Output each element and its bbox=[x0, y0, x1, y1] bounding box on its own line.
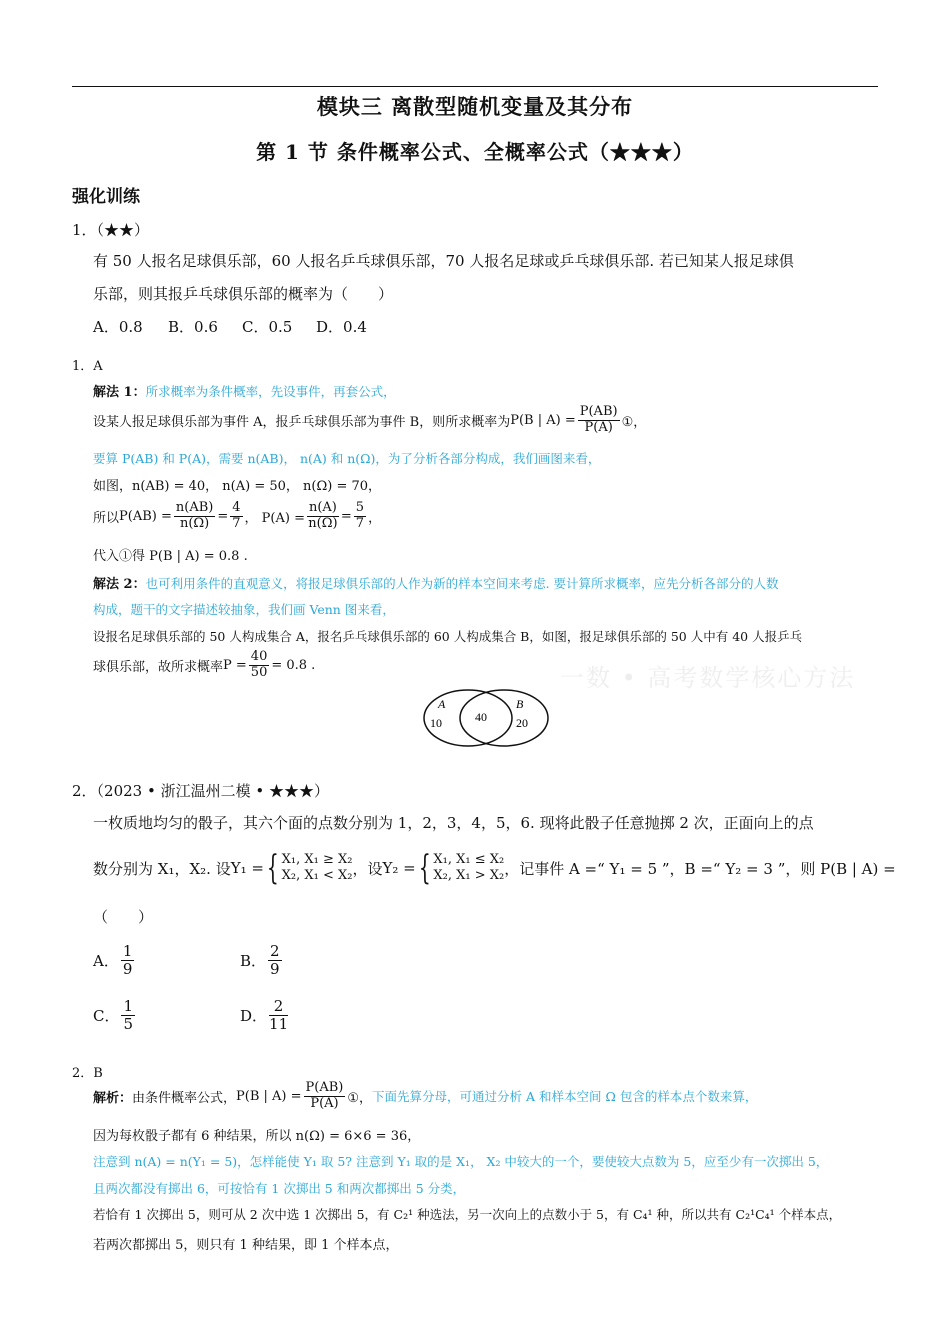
venn-diagram bbox=[420, 688, 555, 750]
a1-pab-num: n(AB) bbox=[175, 500, 214, 516]
q2-option-b-label: B． bbox=[240, 951, 267, 970]
q2-y2-cases bbox=[433, 852, 504, 883]
a1-m2-fraction bbox=[249, 650, 270, 680]
a2-line1-prefix: 由条件概率公式， bbox=[132, 1090, 237, 1106]
q2-sep: ，设 bbox=[352, 859, 383, 878]
a1-method2-row bbox=[93, 573, 779, 592]
section-title: 第 1 节 条件概率公式、全概率公式（★★★） bbox=[256, 140, 694, 164]
q2-option-b-frac bbox=[268, 943, 282, 977]
a1-method2-line1: 设报名足球俱乐部的 50 人构成集合 A，报名乒乓球俱乐部的 60 人构成集合 B，如图，报足球俱乐部的 50 人中有 40 人报乒乓 bbox=[93, 629, 803, 644]
a1-pab-lhs: P(AB) = bbox=[119, 508, 172, 524]
q2-y2-brace: { bbox=[418, 848, 431, 888]
q1-option-a: A．0.8 bbox=[93, 318, 143, 336]
q2-option-b-num: 2 bbox=[270, 942, 280, 960]
q2-option-c bbox=[93, 995, 137, 1035]
q2-blank: （ ） bbox=[93, 908, 154, 926]
q2-option-d-frac bbox=[269, 998, 288, 1032]
q2-option-d bbox=[240, 995, 290, 1035]
a2-note1: 下面先算分母，可通过分析 A 和样本空间 Ω 包含的样本点个数来算， bbox=[372, 1089, 758, 1104]
a1-method2-note1: 也可利用条件的直观意义，将报足球俱乐部的人作为新的样本空间来考虑. 要计算所求概率，应先分析各部分的人数 bbox=[145, 576, 779, 591]
q2-y2-lhs: Y₂ = bbox=[382, 859, 416, 877]
q1-option-d: D．0.4 bbox=[316, 318, 367, 336]
a1-m2-den: 50 bbox=[250, 664, 268, 680]
q2-option-d-den: 11 bbox=[269, 1014, 289, 1033]
a1-pa-fraction bbox=[307, 501, 339, 531]
q2-option-a-label: A． bbox=[93, 951, 119, 970]
q2-option-b bbox=[240, 940, 284, 980]
a1-m2-p-lhs: P = bbox=[223, 657, 247, 673]
a1-pa-vnum: 5 bbox=[355, 500, 365, 516]
a1-counts: 如图，n(AB) = 40， n(A) = 50， n(Ω) = 70， bbox=[93, 479, 382, 494]
q2-y1-case1: X₁, X₁ ≥ X₂ bbox=[281, 852, 353, 868]
venn-set-b bbox=[460, 690, 548, 746]
a2-formula-circled: ①， bbox=[347, 1090, 373, 1106]
a2-answer: 2．B bbox=[72, 1066, 103, 1081]
a1-pab-den: n(Ω) bbox=[179, 515, 210, 531]
q2-line2-prefix: 数分别为 X₁，X₂. 设 bbox=[93, 859, 231, 878]
q2-option-c-num: 1 bbox=[123, 997, 134, 1015]
q2-y1-cases bbox=[282, 852, 353, 883]
a1-pab-eq: = bbox=[217, 508, 229, 524]
a1-method2-note2: 构成，题干的文字描述较抽象，我们画 Venn 图来看， bbox=[93, 602, 395, 617]
a1-pa-eq: = bbox=[340, 508, 352, 524]
a2-line3: 若恰有 1 次掷出 5，则可从 2 次中选 1 次掷出 5，有 C₂¹ 种选法，另一次向上的点数小于 5，有 C₄¹ 种，所以共有 C₂¹C₄¹ 个样本点， bbox=[93, 1207, 842, 1222]
a2-note2-line1: 注意到 n(A) = n(Y₁ = 5)，怎样能使 Y₁ 取 5? 注意到 Y₁ 取的是 X₁， X₂ 中较大的一个，要使较大点数为 5，应至少有一次掷出 5， bbox=[93, 1154, 829, 1169]
a1-so-prefix: 所以 bbox=[93, 510, 120, 526]
a2-formula-num: P(AB) bbox=[305, 1080, 344, 1096]
a1-m1-text: 设某人报足球俱乐部为事件 A，报乒乓球俱乐部为事件 B，则所求概率为 bbox=[93, 414, 511, 430]
a1-pa-end: ， bbox=[368, 510, 382, 526]
a1-pab-vden: 7 bbox=[232, 515, 241, 531]
a2-note2-line2: 且两次都没有掷出 6，可按恰有 1 次掷出 5 和两次都掷出 5 分类， bbox=[93, 1181, 466, 1196]
venn-only-b: 20 bbox=[516, 716, 528, 730]
a1-method1-note2: 要算 P(AB) 和 P(A)，需要 n(AB)， n(A) 和 n(Ω)，为了分析各部分构成，我们画图来看， bbox=[93, 451, 601, 466]
a2-line4: 若两次都掷出 5，则只有 1 种结果，即 1 个样本点， bbox=[93, 1238, 399, 1253]
a1-m1-fraction bbox=[578, 405, 620, 435]
a1-pa-value bbox=[354, 501, 366, 531]
module-title: 模块三 离散型随机变量及其分布 bbox=[316, 94, 634, 119]
venn-both: 40 bbox=[475, 710, 487, 724]
a1-m2-prefix: 球俱乐部，故所求概率 bbox=[93, 659, 224, 675]
q2-option-a-frac bbox=[121, 943, 135, 977]
q2-option-c-label: C． bbox=[93, 1006, 120, 1025]
q2-line2-suffix: ，记事件 A =“ Y₁ = 5 ”，B =“ Y₂ = 3 ”，则 P(B | A) = bbox=[504, 859, 896, 878]
a1-method2-line2 bbox=[93, 645, 315, 685]
a2-formula-frac bbox=[304, 1081, 346, 1111]
a1-method1-label: 解法 1： bbox=[93, 385, 146, 400]
a1-m1-den: P(A) bbox=[584, 419, 613, 435]
a1-m1-num: P(AB) bbox=[579, 404, 618, 420]
q1-option-c: C．0.5 bbox=[242, 318, 293, 336]
a1-pab-value bbox=[230, 501, 242, 531]
venn-only-a: 10 bbox=[430, 716, 442, 730]
q2-y2-case2: X₂, X₁ > X₂ bbox=[433, 868, 505, 883]
q2-y1-brace: { bbox=[266, 848, 279, 888]
watermark: 一数 • 高考数学核心方法 bbox=[560, 664, 856, 692]
q2-option-b-den: 9 bbox=[270, 959, 280, 978]
venn-label-b: B bbox=[516, 697, 524, 711]
a2-formula-lhs: P(B | A) = bbox=[236, 1088, 302, 1104]
q1-option-b: B．0.6 bbox=[168, 318, 218, 336]
a1-pa-den: n(Ω) bbox=[308, 515, 338, 531]
q2-option-d-num: 2 bbox=[269, 998, 288, 1016]
q2-number: 2．（2023 • 浙江温州二模 • ★★★） bbox=[72, 782, 329, 800]
a2-line1 bbox=[93, 1076, 757, 1116]
a1-pa-lhs: ， P(A) = bbox=[244, 510, 305, 526]
q1-number: 1．（★★） bbox=[72, 221, 150, 239]
a1-pa-vden: 7 bbox=[355, 515, 365, 531]
venn-label-a: A bbox=[438, 697, 446, 711]
a1-m1-formula-lhs: P(B | A) = bbox=[510, 412, 576, 428]
top-rule bbox=[72, 86, 878, 87]
a1-method1-row bbox=[93, 381, 396, 400]
a1-m2-num: 40 bbox=[250, 649, 268, 665]
q2-line1: 一枚质地均匀的骰子，其六个面的点数分别为 1，2，3，4，5，6. 现将此骰子任意抛掷 2 次，正面向上的点 bbox=[93, 814, 814, 832]
a1-pa-num: n(A) bbox=[308, 500, 337, 516]
a1-pab-fraction bbox=[174, 501, 215, 531]
q2-option-c-frac bbox=[121, 998, 135, 1032]
q2-y1-lhs: Y₁ = bbox=[230, 859, 264, 877]
q2-line2 bbox=[93, 845, 896, 891]
a1-m1-circled: ①， bbox=[621, 414, 647, 430]
q2-option-a bbox=[93, 940, 136, 980]
a1-answer: 1．A bbox=[72, 359, 103, 374]
a1-method2-label: 解法 2： bbox=[93, 577, 146, 592]
a1-result: 代入①得 P(B | A) = 0.8 . bbox=[93, 549, 248, 564]
q2-option-c-den: 5 bbox=[123, 1014, 134, 1033]
q2-y1-case2: X₂, X₁ < X₂ bbox=[281, 868, 353, 883]
training-heading: 强化训练 bbox=[72, 187, 140, 207]
q2-option-a-den: 9 bbox=[122, 959, 133, 978]
q2-y2-case1: X₁, X₁ ≤ X₂ bbox=[433, 852, 505, 868]
q1-line1: 有 50 人报名足球俱乐部，60 人报名乒乓球俱乐部，70 人报名足球或乒乓球俱乐部. 若已知某人报足球俱 bbox=[93, 252, 794, 270]
a1-so-line bbox=[93, 496, 381, 536]
a2-formula-den: P(A) bbox=[310, 1095, 339, 1111]
q1-line2: 乐部，则其报乒乓球俱乐部的概率为（ ） bbox=[93, 285, 394, 303]
a2-label: 解析： bbox=[93, 1090, 133, 1106]
a1-m2-p-rhs: = 0.8 . bbox=[271, 657, 316, 673]
q2-option-a-num: 1 bbox=[122, 942, 133, 960]
a1-method1-note: 所求概率为条件概率，先设事件，再套公式， bbox=[145, 384, 396, 399]
q2-option-d-label: D． bbox=[240, 1006, 268, 1025]
a1-method1-line1 bbox=[93, 400, 646, 440]
a2-line2: 因为每枚骰子都有 6 种结果，所以 n(Ω) = 6×6 = 36， bbox=[93, 1129, 421, 1144]
a1-pab-vnum: 4 bbox=[232, 500, 241, 516]
